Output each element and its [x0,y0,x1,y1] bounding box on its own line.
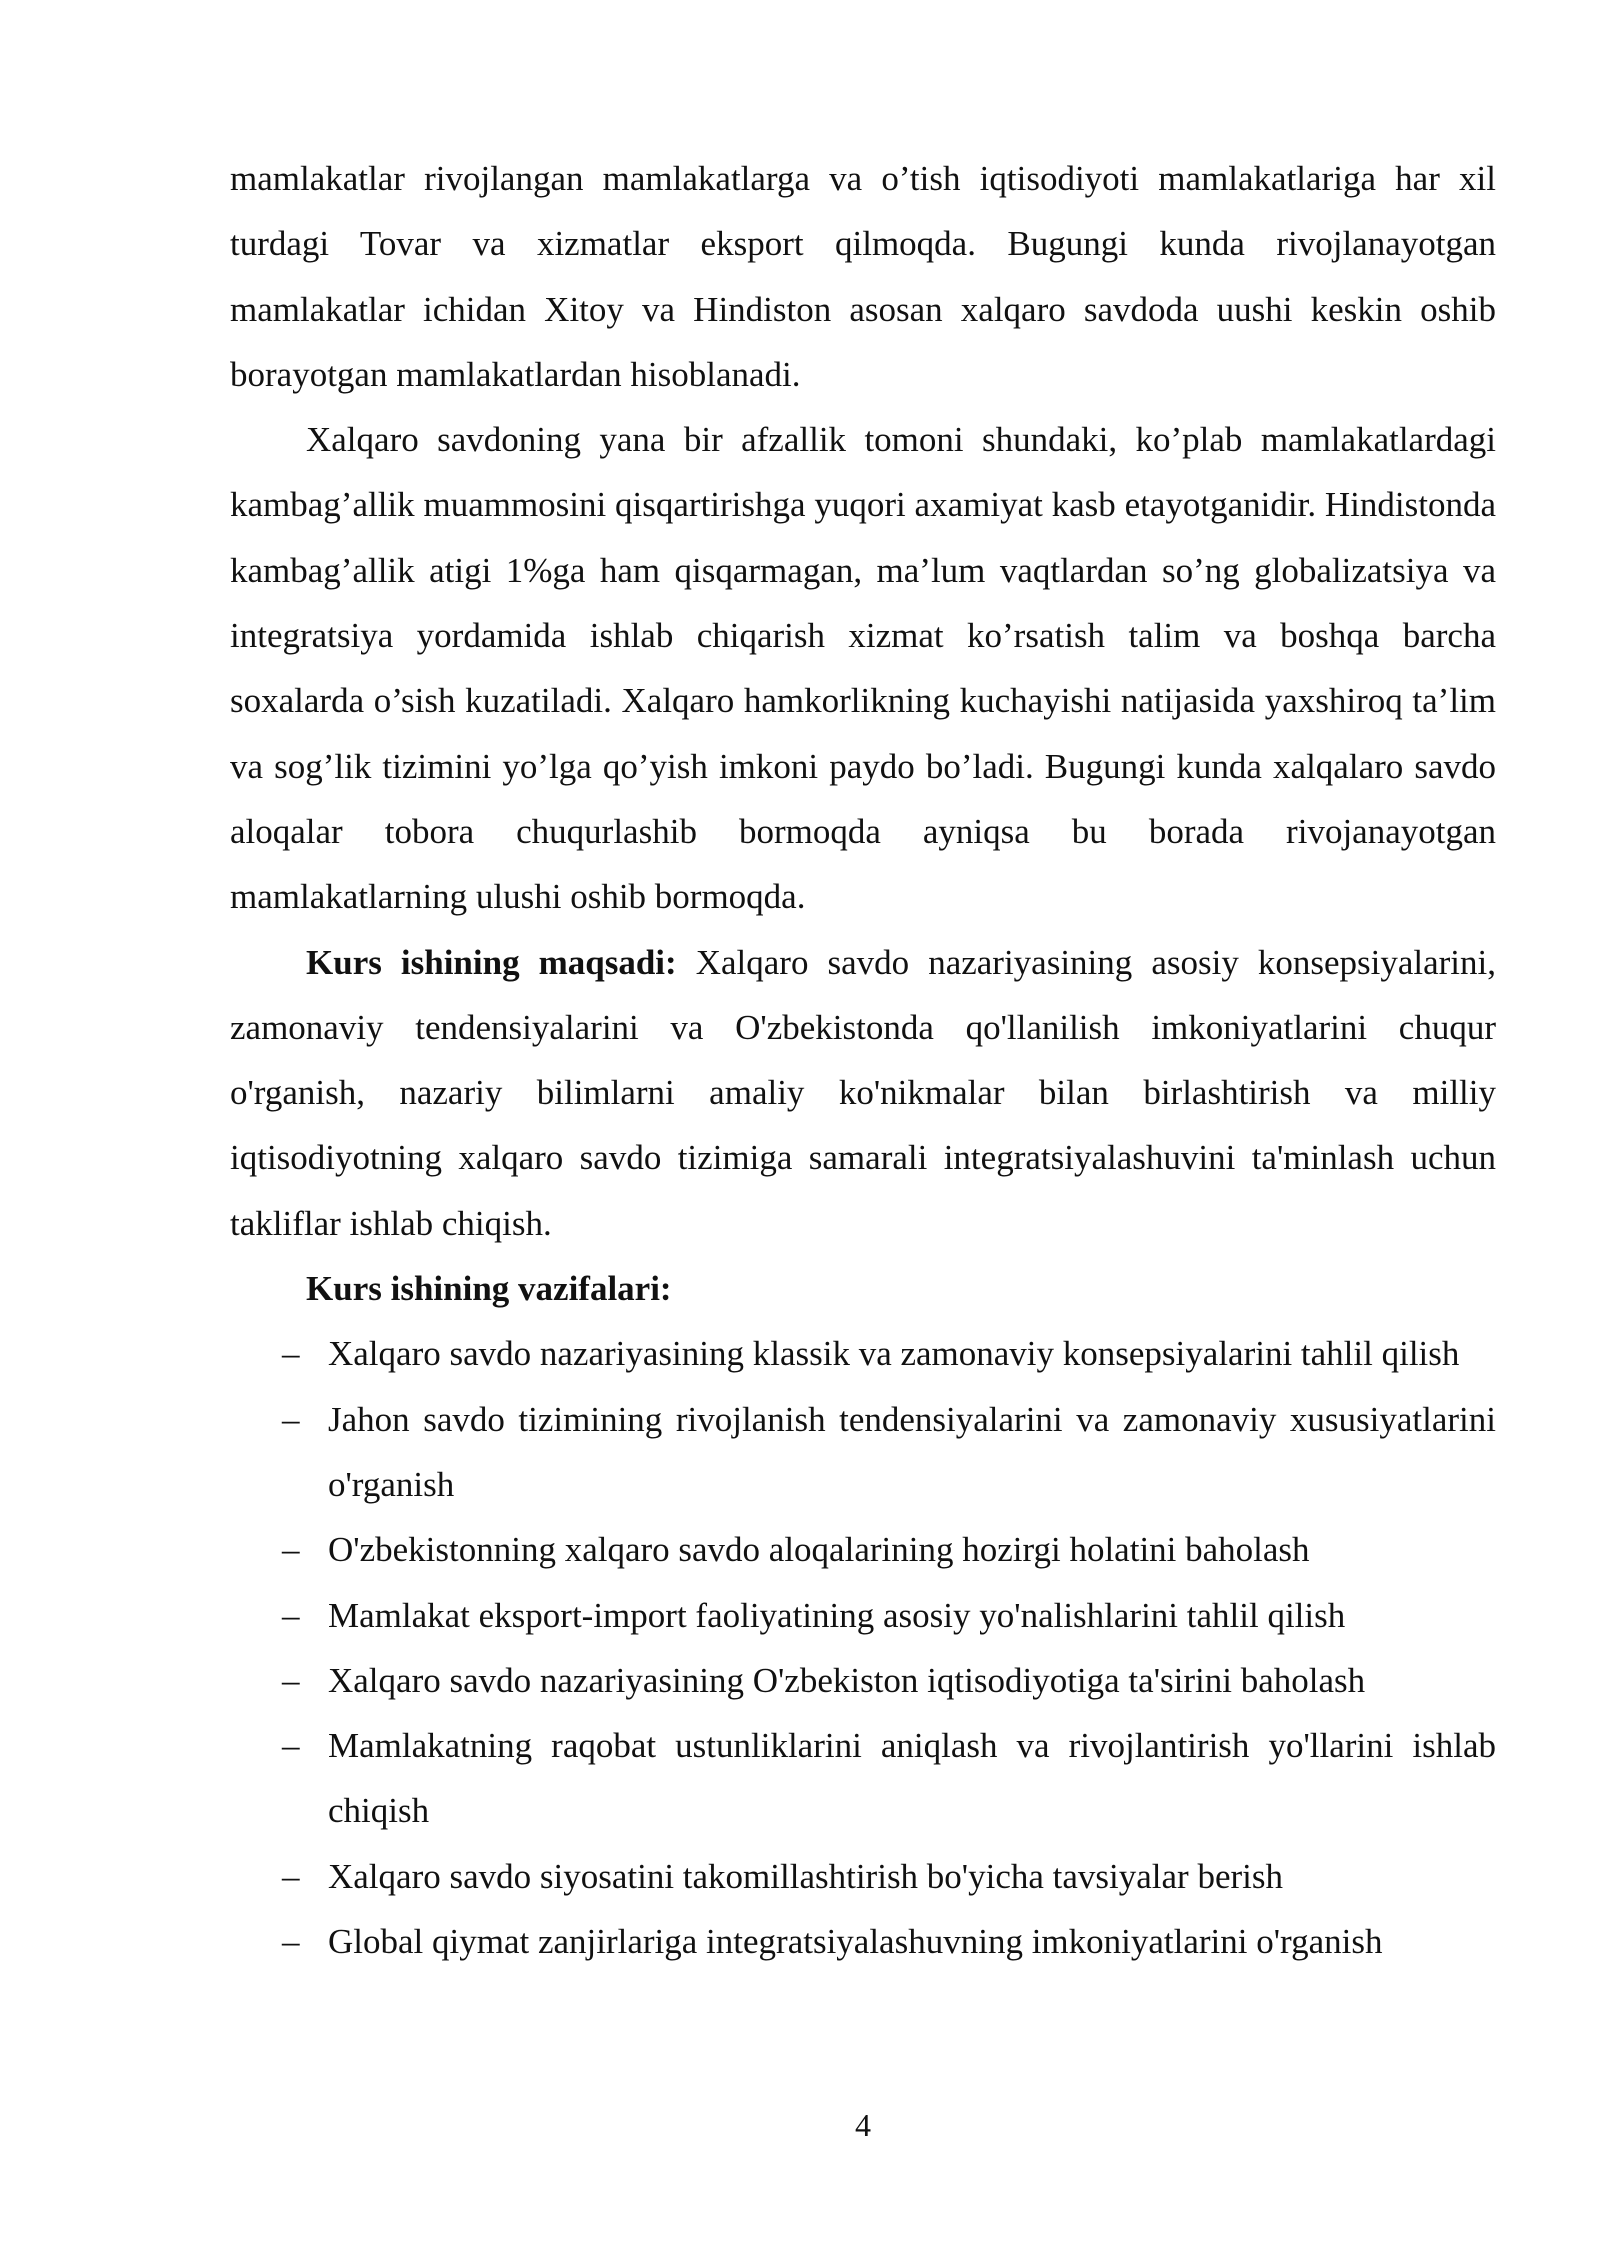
dash-bullet-icon: – [282,1334,300,1374]
list-item-text: Xalqaro savdo siyosatini takomillashtirish bo'yicha tavsiyalar berish [328,1856,1283,1896]
tasks-list [230,1321,1496,1974]
list-item [230,1713,1496,1844]
list-item [230,1648,1496,1713]
list-item-text: Global qiymat zanjirlariga integratsiyalashuvning imkoniyatlarini o'rganish [328,1922,1383,1962]
paragraph-export-intro: mamlakatlar rivojlangan mamlakatlarga va o’tish iqtisodiyoti mamlakatlariga har xil turdagi Tovar va xizmatlar eksport qilmoqda. Bugungi kunda rivojlanayotgan mamlakatlar ichidan Xitoy va Hindiston asosan xalqaro savdoda uushi keskin oshib borayotgan mamlakatlardan hisoblanadi. [230,159,1496,394]
list-item [230,1387,1496,1518]
page-body [230,146,1496,1974]
tasks-heading [230,1256,1496,1321]
dash-bullet-icon: – [282,1922,300,1962]
list-item-text: Mamlakatning raqobat ustunliklarini aniqlash va rivojlantirish yo'llarini ishlab chiqish [328,1726,1496,1831]
list-item [230,1909,1496,1974]
dash-bullet-icon: – [282,1595,300,1635]
dash-bullet-icon: – [282,1399,300,1439]
paragraph-course-goal [230,930,1496,1256]
page-number: 4 [855,2107,871,2143]
tasks-heading-label: Kurs ishining vazifalari: [306,1269,672,1309]
course-goal-text: Xalqaro savdo nazariyasining asosiy konsepsiyalarini, zamonaviy tendensiyalarini va O'zbekistonda qo'llanilish imkoniyatlarini chuqur o'rganish, nazariy bilimlarni amaliy ko'nikmalar bilan birlashtirish va milliy iqtisodiyotning xalqaro savdo tizimiga samarali integratsiyalashuvini ta'minlash uchun takliflar ishlab chiqish. [230,942,1496,1243]
dash-bullet-icon: – [282,1660,300,1700]
list-item-text: Xalqaro savdo nazariyasining klassik va zamonaviy konsepsiyalarini tahlil qilish [328,1334,1460,1374]
list-item [230,1321,1496,1386]
list-item [230,1844,1496,1909]
dash-bullet-icon: – [282,1530,300,1570]
course-goal-label: Kurs ishining maqsadi: [306,942,677,982]
list-item [230,1583,1496,1648]
list-item-text: Mamlakat eksport-import faoliyatining asosiy yo'nalishlarini tahlil qilish [328,1595,1346,1635]
list-item [230,1517,1496,1582]
list-item-text: Jahon savdo tizimining rivojlanish tendensiyalarini va zamonaviy xususiyatlarini o'rganish [328,1399,1496,1504]
list-item-text: Xalqaro savdo nazariyasining O'zbekiston iqtisodiyotiga ta'sirini baholash [328,1660,1366,1700]
paragraph-poverty-reduction: Xalqaro savdoning yana bir afzallik tomoni shundaki, ko’plab mamlakatlardagi kambag’allik muammosini qisqartirishga yuqori axamiyat kasb etayotganidir. Hindistonda kambag’allik atigi 1%ga ham qisqarmagan, ma’lum vaqtlardan so’ng globalizatsiya va integratsiya yordamida ishlab chiqarish xizmat ko’rsatish talim va boshqa barcha soxalarda o’sish kuzatiladi. Xalqaro hamkorlikning kuchayishi natijasida yaxshiroq ta’lim va sog’lik tizimini yo’lga qo’yish imkoni paydo bo’ladi. Bugungi kunda xalqalaro savdo aloqalar tobora chuqurlashib bormoqda ayniqsa bu borada rivojanayotgan mamlakatlarning ulushi oshib bormoqda. [230,420,1496,917]
dash-bullet-icon: – [282,1726,300,1766]
list-item-text: O'zbekistonning xalqaro savdo aloqalarining hozirgi holatini baholash [328,1530,1310,1570]
dash-bullet-icon: – [282,1856,300,1896]
